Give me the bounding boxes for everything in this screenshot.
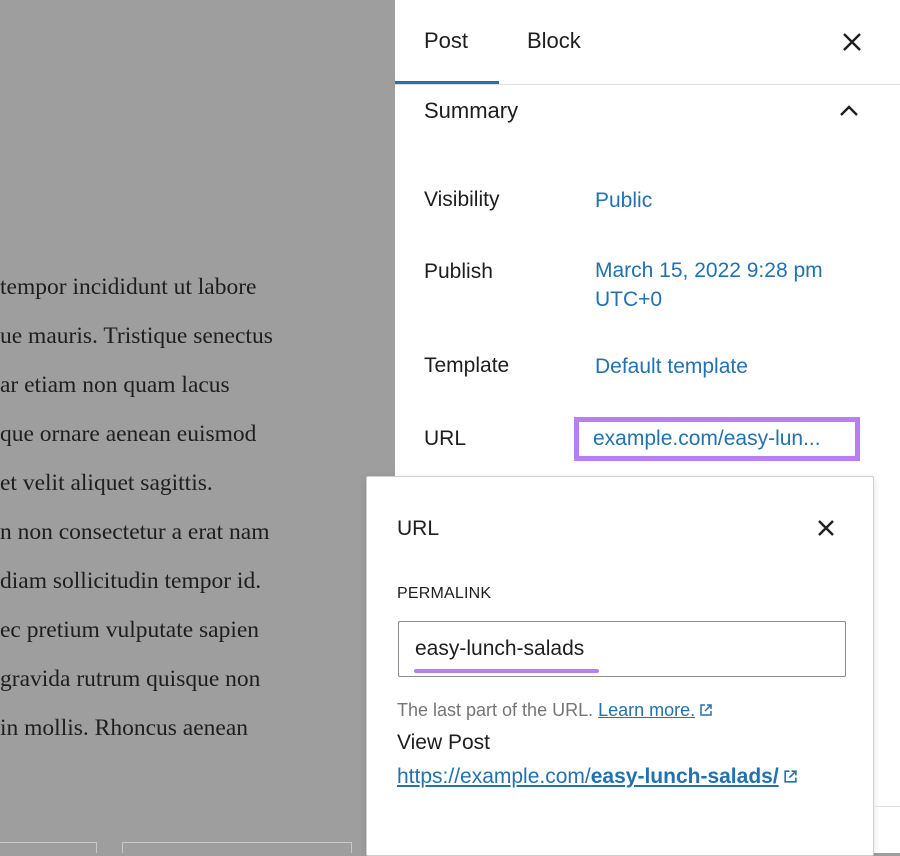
publish-date: March 15, 2022 9:28 pm	[595, 259, 823, 282]
summary-panel-header[interactable]	[395, 84, 900, 144]
visibility-label: Visibility	[424, 188, 500, 211]
close-icon	[817, 519, 835, 537]
tab-block[interactable]: Block	[527, 28, 581, 53]
permalink-label: PERMALINK	[397, 585, 492, 602]
template-value[interactable]: Default template	[595, 355, 748, 378]
slug-highlight-underline	[414, 669, 599, 673]
paragraph-line: diam sollicitudin tempor id.	[0, 568, 262, 594]
url-value-button[interactable]: example.com/easy-lun...	[574, 417, 860, 461]
learn-more-link[interactable]	[598, 700, 695, 720]
paragraph-line: que ornare aenean euismod	[0, 421, 257, 447]
popover-title: URL	[397, 517, 440, 540]
external-link-icon	[699, 703, 713, 717]
close-sidebar-button[interactable]	[842, 26, 862, 60]
sidebar-tabs	[395, 0, 900, 85]
close-icon	[842, 32, 862, 52]
editor-canvas	[0, 0, 395, 853]
url-label: URL	[424, 427, 467, 450]
close-popover-button[interactable]	[817, 513, 835, 543]
publish-label: Publish	[424, 260, 493, 283]
visibility-value[interactable]: Public	[595, 189, 653, 212]
learn-more-label: Learn more.	[598, 700, 696, 720]
publish-timezone: UTC+0	[595, 288, 663, 311]
view-post-label: View Post	[397, 731, 490, 754]
paragraph-line: ue mauris. Tristique senectus	[0, 323, 273, 349]
view-post-link[interactable]	[397, 765, 798, 789]
template-label: Template	[424, 354, 510, 377]
summary-title: Summary	[424, 98, 519, 123]
paragraph-line: ec pretium vulputate sapien	[0, 617, 260, 643]
url-popover	[366, 476, 874, 856]
panel-divider	[873, 806, 900, 807]
editor-block-outline	[122, 842, 352, 853]
paragraph-line: n non consectetur a erat nam	[0, 519, 270, 545]
paragraph-line: et velit aliquet sagittis.	[0, 470, 213, 496]
publish-date-button[interactable]	[595, 256, 823, 314]
paragraph-line: gravida rutrum quisque non	[0, 666, 261, 692]
editor-block-outline	[0, 842, 97, 853]
tab-post[interactable]: Post	[424, 28, 469, 53]
paragraph-line: ar etiam non quam lacus	[0, 372, 230, 398]
permalink-help-text	[397, 700, 713, 721]
external-link-icon	[783, 769, 798, 784]
editor-paragraph	[0, 265, 395, 755]
url-slug: easy-lunch-salads/	[590, 765, 779, 788]
chevron-up-icon[interactable]	[836, 100, 862, 122]
paragraph-line: tempor incididunt ut labore	[0, 274, 257, 300]
paragraph-line: in mollis. Rhoncus aenean	[0, 715, 249, 741]
url-prefix: https://example.com/	[397, 765, 591, 788]
help-text-prefix: The last part of the URL.	[397, 700, 594, 720]
